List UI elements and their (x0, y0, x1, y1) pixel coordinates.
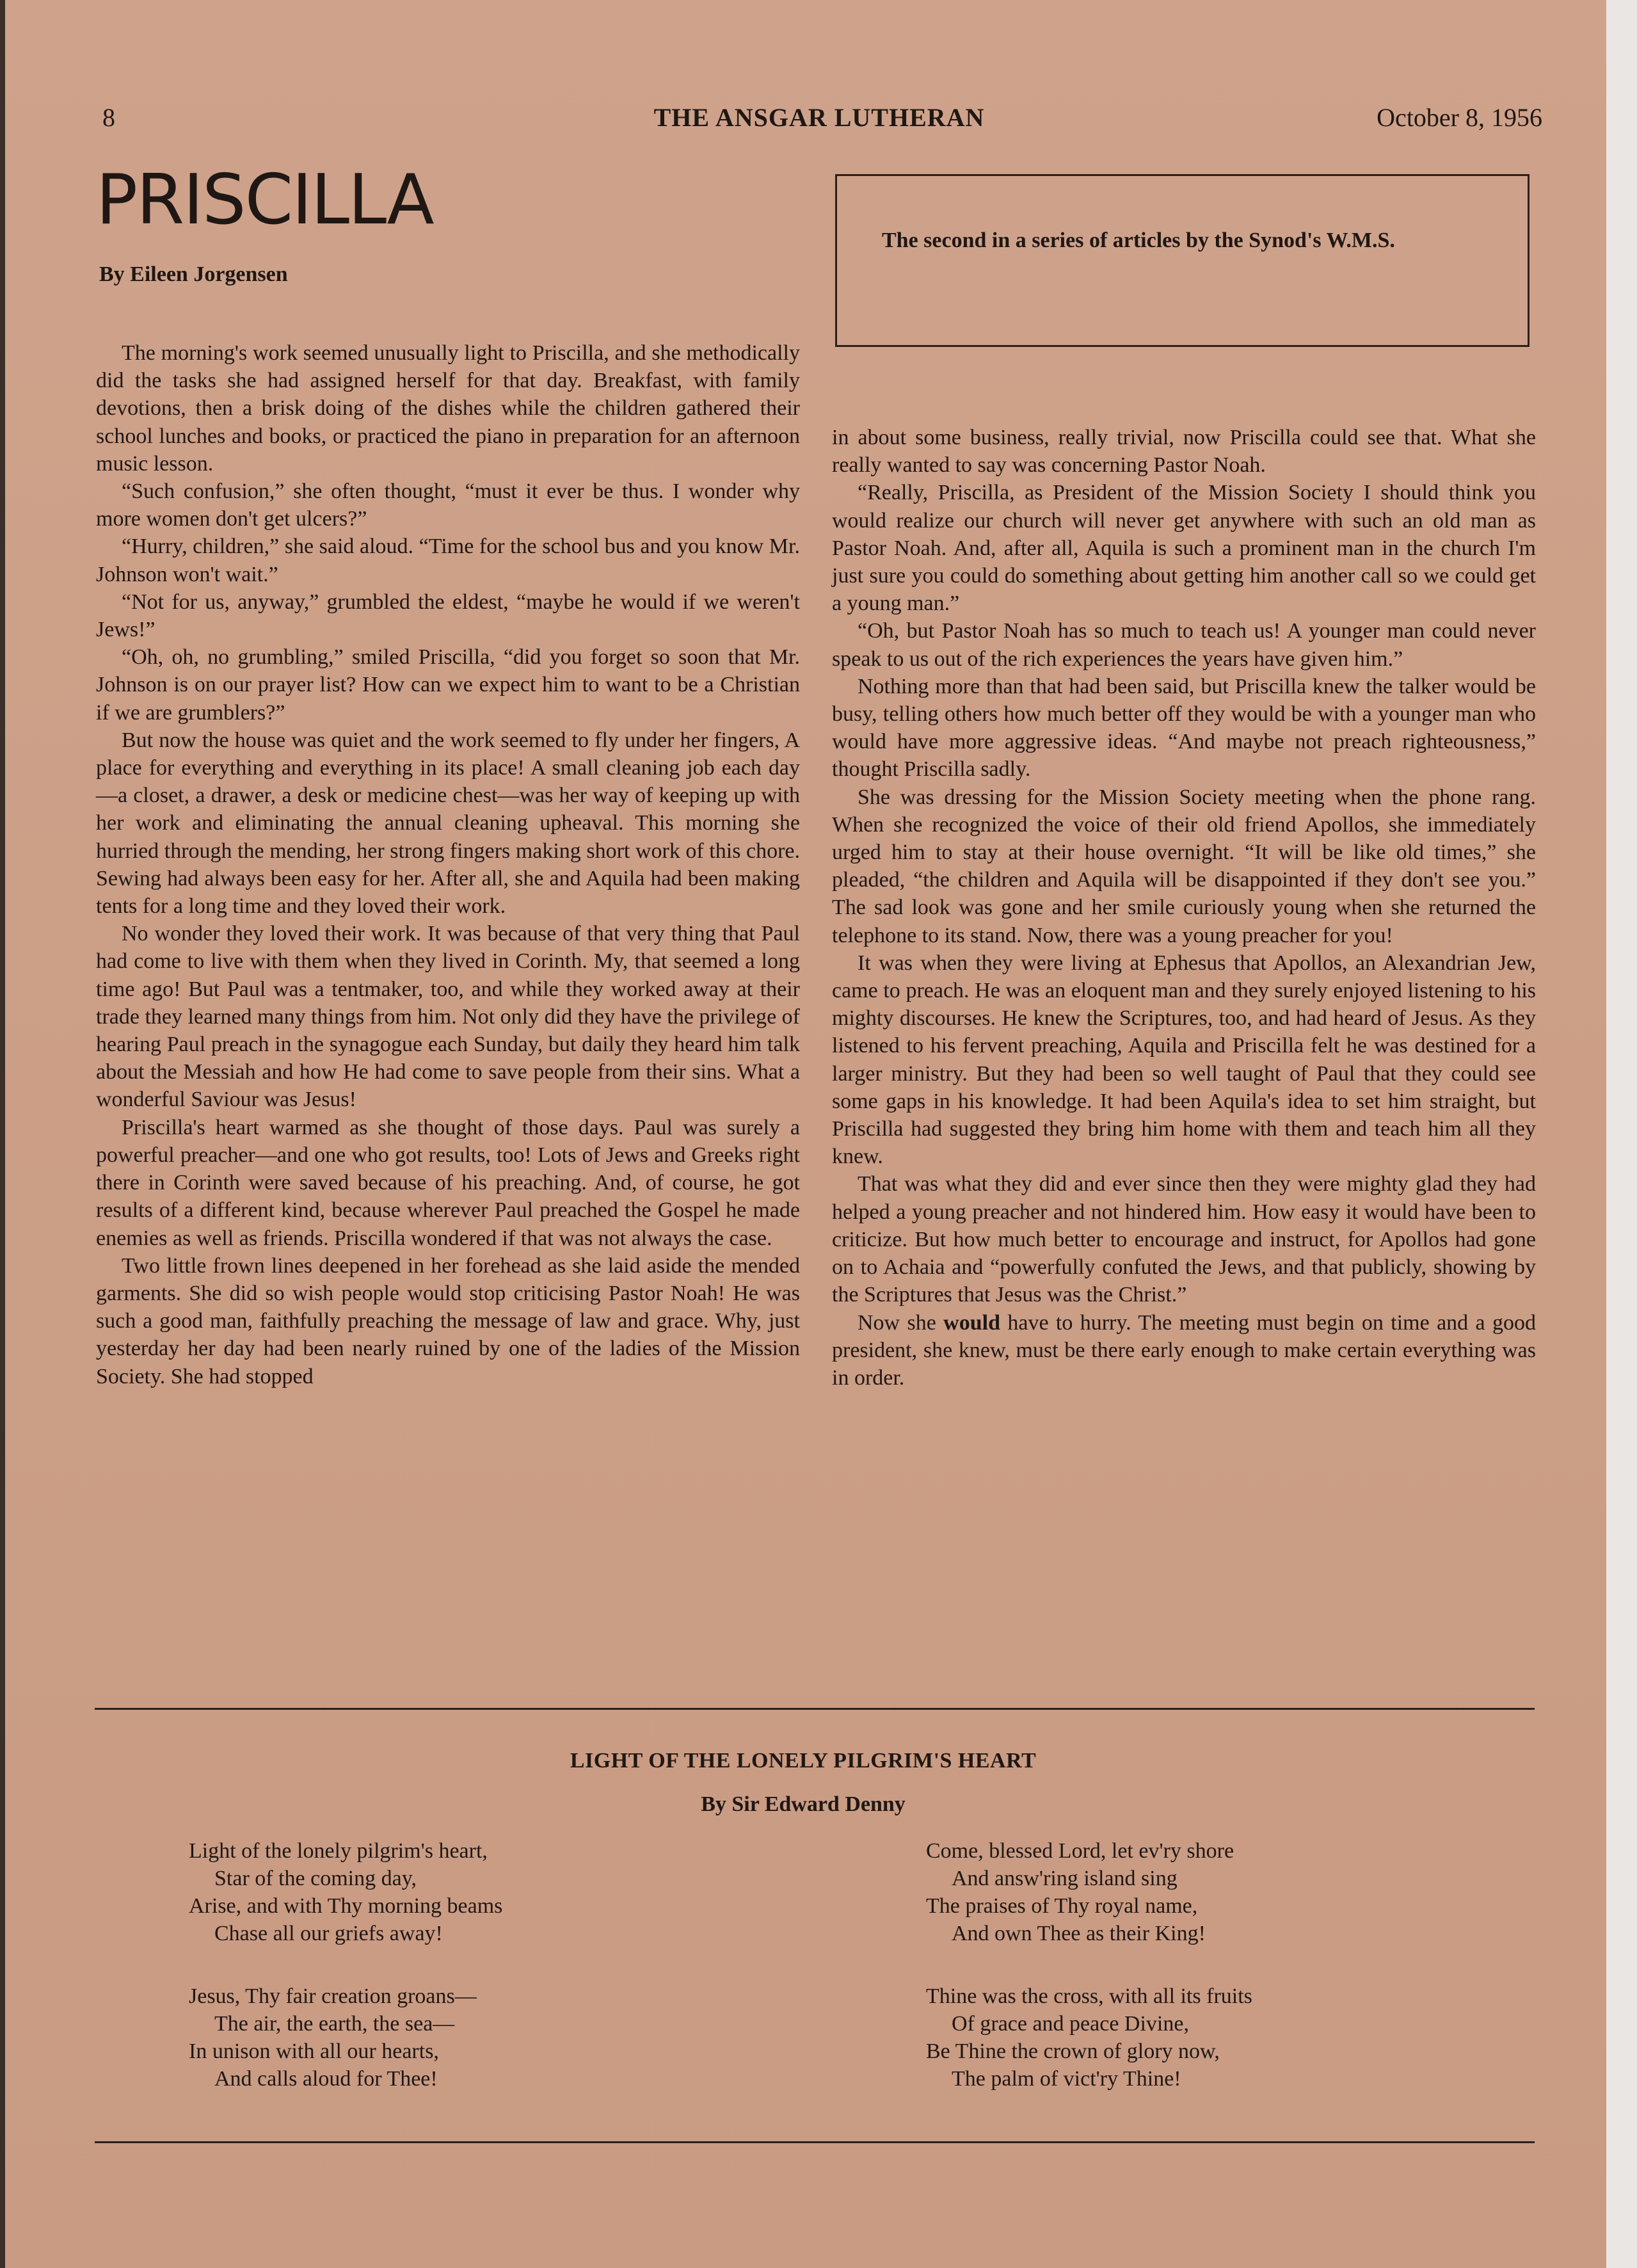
poem-stanza-2 (189, 1982, 477, 2093)
poem-stanza-3 (926, 1837, 1234, 1947)
paragraph: “Hurry, children,” she said aloud. “Time for the school bus and you know Mr. Johnson won't wait.” (96, 535, 800, 586)
poem-line: Be Thine the crown of glory now, (926, 2039, 1220, 2063)
paragraph: No wonder they loved their work. It was because of that very thing that Paul had come to live with them when they lived in Corinth. My, that seemed a long time ago! But Paul was a tentmaker, too, and while they worked away at their trade they learned many things from him. Not only did they have the privilege of hearing Paul preach in the synagogue each Sunday, but daily they heard him talk about the Messiah and how He had come to save people from their sins. What a wonderful Saviour was Jesus! (96, 922, 800, 1112)
poem-line: The praises of Thy royal name, (926, 1894, 1198, 1918)
section-divider-bottom (95, 2141, 1535, 2143)
poem-line: And answ'ring island sing (952, 1867, 1178, 1890)
scan-background-right (1606, 0, 1637, 2268)
masthead: THE ANSGAR LUTHERAN (653, 103, 985, 132)
paragraph: “Oh, oh, no grumbling,” smiled Priscilla, “did you forget so soon that Mr. Johnson is on our prayer list? How can we expect him to want to be a Christian if we are grumblers?” (96, 645, 800, 725)
emphasis-word: would (943, 1310, 1000, 1335)
article-column-right (832, 424, 1536, 1392)
poem-line: The air, the earth, the sea— (214, 2012, 455, 2036)
paragraph: Two little frown lines deepened in her forehead as she laid aside the mended garments. She did so wish people would stop criticising Pastor Noah! He was such a good man, faithfully preaching the message of law and grace. Why, just yesterday her day had been nearly ruined by one of the ladies of the Mission Society. She had stopped (96, 1253, 800, 1388)
article-title: PRISCILLA (96, 160, 433, 240)
poem-line: In unison with all our hearts, (189, 2039, 439, 2063)
poem-byline: By Sir Edward Denny (701, 1792, 906, 1816)
series-note-box (835, 174, 1529, 347)
poem-line: Of grace and peace Divine, (952, 2012, 1189, 2036)
poem-line: Chase all our griefs away! (214, 1922, 443, 1945)
paragraph: She was dressing for the Mission Society meeting when the phone rang. When she recognized the voice of their old friend Apollos, she immediately urged him to stay at their house overnight. “It will be like old times,” she pleaded, “the children and Aquila will be disappointed if they don't see you.” The sad look was gone and her smile curiously young when she returned the telephone to its stand. Now, there was a young preacher for you! (832, 785, 1536, 947)
final-paragraph (832, 1309, 1536, 1392)
poem-line: Light of the lonely pilgrim's heart, (189, 1839, 488, 1863)
poem-line: And own Thee as their King! (952, 1922, 1206, 1945)
article-column-left (96, 339, 800, 1390)
poem-line: Come, blessed Lord, let ev'ry shore (926, 1839, 1234, 1863)
poem-stanza-4 (926, 1982, 1252, 2093)
poem-line: Jesus, Thy fair creation groans— (189, 1984, 477, 2008)
paragraph: Priscilla's heart warmed as she thought of those days. Paul was surely a powerful preacher—and one who got results, too! Lots of Jews and Greeks right there in Corinth were saved because of his preaching. And, of course, he got results of a different kind, because wherever Paul preached the Gospel he made enemies as well as friends. Priscilla wondered if that was not always the case. (96, 1115, 800, 1250)
series-note: The second in a series of articles by the Synod's W.M.S. (882, 229, 1395, 252)
paragraph: “Not for us, anyway,” grumbled the eldest, “maybe he would if we weren't Jews!” (96, 590, 800, 642)
paragraph: “Such confusion,” she often thought, “must it ever be thus. I wonder why more women don't get ulcers?” (96, 479, 800, 531)
poem-line: Thine was the cross, with all its fruits (926, 1984, 1252, 2008)
poem-line: The palm of vict'ry Thine! (952, 2067, 1181, 2091)
paragraph: The morning's work seemed unusually light to Priscilla, and she methodically did the tasks she had assigned herself for that day. Breakfast, with family devotions, then a brisk doing of the dishes while the children gathered their school lunches and books, or practiced the piano in preparation for an afternoon music lesson. (96, 341, 800, 476)
final-paragraph-start: Now she (858, 1310, 944, 1335)
poem-stanza-1 (189, 1837, 502, 1947)
paragraph: That was what they did and ever since then they were mighty glad they had helped a young preacher and not hindered him. How easy it would have been to criticize. But how much better to encourage and instruct, for Apollos had gone on to Achaia and “powerfully confuted the Jews, and that publicly, showing by the Scriptures that Jesus was the Christ.” (832, 1172, 1536, 1307)
poem-line: Star of the coming day, (214, 1867, 417, 1890)
scan-edge-left (0, 0, 5, 2268)
page-number: 8 (102, 103, 115, 132)
paragraph: “Really, Priscilla, as President of the Mission Society I should think you would realize our church will never get anywhere with such an old man as Pastor Noah. And, after all, Aquila is such a prominent man in the church I'm just sure you could do something about getting him another call so we could get a young man.” (832, 481, 1536, 616)
poem-line: Arise, and with Thy morning beams (189, 1894, 503, 1918)
final-paragraph-end: have to hurry. The meeting must begin on time and a good president, she knew, must be there early enough to make certain everything was in order. (832, 1310, 1536, 1390)
paragraph: It was when they were living at Ephesus that Apollos, an Alexandrian Jew, came to preach. He was an eloquent man and they surely enjoyed listening to his mighty discourses. He knew the Scriptures, too, and had heard of Jesus. As they listened to his fervent preaching, Aquila and Priscilla felt he was destined for a larger ministry. But they had been so well taught of Paul that they could see some gaps in his knowledge. It had been Aquila's idea to set him straight, but Priscilla had suggested they bring him home with them and teach him all they knew. (832, 951, 1536, 1169)
poem-line: And calls aloud for Thee! (214, 2067, 438, 2091)
paragraph: Nothing more than that had been said, but Priscilla knew the talker would be busy, telling others how much better off they would be with a younger man who would have more aggressive ideas. “And maybe not preach righteousness,” thought Priscilla sadly. (832, 674, 1536, 782)
poem-title: LIGHT OF THE LONELY PILGRIM'S HEART (570, 1749, 1037, 1773)
paragraph: “Oh, but Pastor Noah has so much to teach us! A younger man could never speak to us out of the rich experiences the years have given him.” (832, 619, 1536, 671)
paragraph: But now the house was quiet and the work seemed to fly under her fingers, A place for everything and everything in its place! A small cleaning job each day—a closet, a drawer, a desk or medicine chest—was her way of keeping up with her work and eliminating the annual cleaning upheaval. This morning she hurried through the mending, her strong fingers making short work of this chore. Sewing had always been easy for her. After all, she and Aquila had been making tents for a long time and they loved their work. (96, 728, 800, 919)
article-byline: By Eileen Jorgensen (99, 262, 288, 286)
paragraph-continuation: in about some business, really trivial, now Priscilla could see that. What she really wanted to say was concerning Pastor Noah. (832, 426, 1536, 478)
section-divider-top (95, 1708, 1535, 1710)
issue-date: October 8, 1956 (1377, 103, 1542, 132)
page-header (96, 102, 1542, 141)
